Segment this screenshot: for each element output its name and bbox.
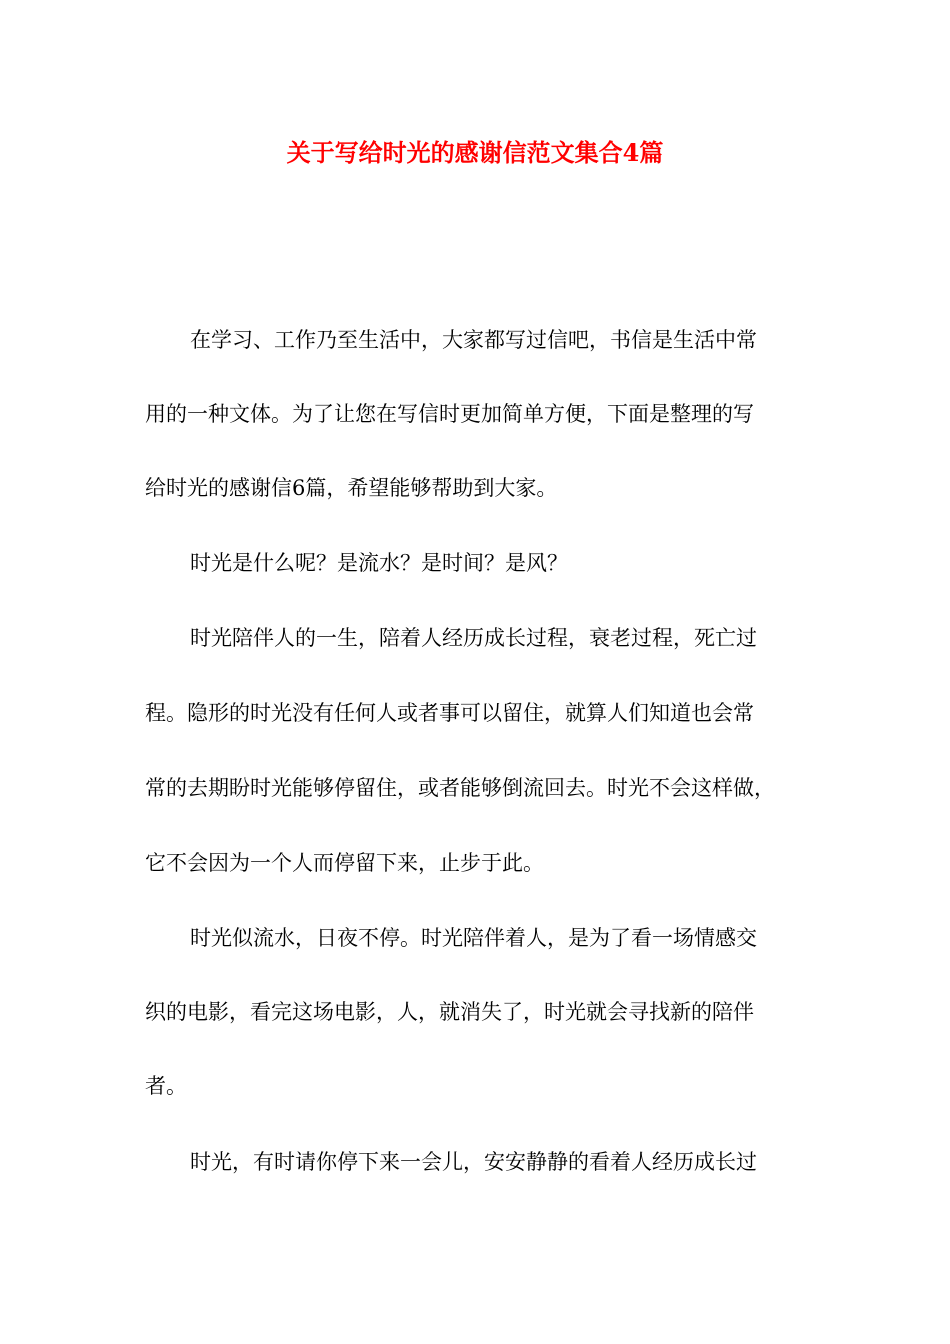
paragraph-line: 时光，有时请你停下来一会儿，安安静静的看着人经历成长过 [190, 1150, 757, 1174]
paragraph-line: 它不会因为一个人而停留下来，止步于此。 [145, 851, 544, 875]
paragraph-line: 给时光的感谢信6篇，希望能够帮助到大家。 [145, 476, 558, 500]
paragraph-line: 者。 [145, 1074, 187, 1098]
paragraph-line: 在学习、工作乃至生活中，大家都写过信吧，书信是生活中常 [190, 328, 757, 352]
paragraph-line: 织的电影，看完这场电影，人，就消失了，时光就会寻找新的陪伴 [145, 1000, 754, 1024]
paragraph-line: 程。隐形的时光没有任何人或者事可以留住，就算人们知道也会常 [145, 701, 754, 725]
paragraph-line: 用的一种文体。为了让您在写信时更加简单方便，下面是整理的写 [145, 402, 754, 426]
document-title: 关于写给时光的感谢信范文集合4篇 [286, 138, 664, 167]
paragraph-line: 常的去期盼时光能够停留住，或者能够倒流回去。时光不会这样做， [145, 776, 775, 800]
paragraph-line: 时光陪伴人的一生，陪着人经历成长过程，衰老过程，死亡过 [190, 626, 757, 650]
paragraph-line: 时光是什么呢？是流水？是时间？是风？ [190, 551, 568, 575]
paragraph-line: 时光似流水，日夜不停。时光陪伴着人，是为了看一场情感交 [190, 926, 757, 950]
